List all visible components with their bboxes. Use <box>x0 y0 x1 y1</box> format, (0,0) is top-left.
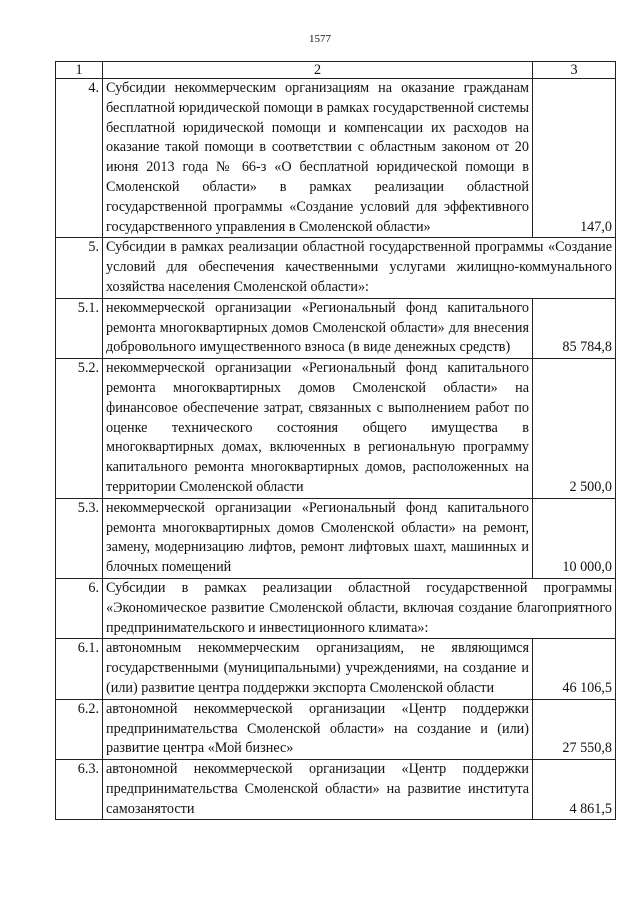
column-header-amount: 3 <box>533 62 616 79</box>
row-number: 4. <box>56 79 103 238</box>
row-number: 6.1. <box>56 639 103 699</box>
row-number: 6. <box>56 578 103 638</box>
row-amount: 27 550,8 <box>533 699 616 759</box>
table-row <box>56 699 616 759</box>
row-number: 5.2. <box>56 359 103 499</box>
row-amount: 147,0 <box>533 79 616 238</box>
table-row <box>56 79 616 238</box>
row-amount: 4 861,5 <box>533 760 616 820</box>
row-amount: 10 000,0 <box>533 498 616 578</box>
table-row <box>56 298 616 358</box>
table-row <box>56 359 616 499</box>
row-description: некоммерческой организации «Региональный фонд капитального ремонта многоквартирных домов Смоленской области» на ремонт, замену, модернизацию лифтов, ремонт лифтовых шахт, машинных и блочных помещений <box>103 498 533 578</box>
row-amount: 46 106,5 <box>533 639 616 699</box>
row-description: автономной некоммерческой организации «Центр поддержки предпринимательства Смоленской области» на развитие института самозанятости <box>103 760 533 820</box>
table-section-row <box>56 578 616 638</box>
row-number: 6.3. <box>56 760 103 820</box>
table-row <box>56 639 616 699</box>
row-description: автономным некоммерческим организациям, не являющимся государственными (муниципальными) учреждениями, на создание и (или) развитие центра поддержки экспорта Смоленской области <box>103 639 533 699</box>
table-header-row <box>56 62 616 79</box>
row-description: некоммерческой организации «Региональный фонд капитального ремонта многоквартирных домов Смоленской области» на финансовое обеспечение затрат, связанных с выполнением работ по оценке технического состояния общего имущества в многоквартирных домах, включенных в региональную программу капитального ремонта многоквартирных домов, расположенных на территории Смоленской области <box>103 359 533 499</box>
row-description: автономной некоммерческой организации «Центр поддержки предпринимательства Смоленской области» на создание и (или) развитие центра «Мой бизнес» <box>103 699 533 759</box>
section-description: Субсидии в рамках реализации областной государственной программы «Создание условий для обеспечения качественными услугами жилищно-коммунального хозяйства населения Смоленской области»: <box>103 238 616 298</box>
table-section-row <box>56 238 616 298</box>
row-amount: 85 784,8 <box>533 298 616 358</box>
row-amount: 2 500,0 <box>533 359 616 499</box>
column-header-description: 2 <box>103 62 533 79</box>
row-number: 6.2. <box>56 699 103 759</box>
row-number: 5.1. <box>56 298 103 358</box>
column-header-number: 1 <box>56 62 103 79</box>
table-row <box>56 498 616 578</box>
row-number: 5. <box>56 238 103 298</box>
section-description: Субсидии в рамках реализации областной государственной программы «Экономическое развитие Смоленской области, включая создание благоприятного предпринимательского и инвестиционного климата»: <box>103 578 616 638</box>
page-number: 1577 <box>309 33 331 45</box>
budget-table <box>55 61 616 820</box>
row-number: 5.3. <box>56 498 103 578</box>
table-row <box>56 760 616 820</box>
row-description: Субсидии некоммерческим организациям на оказание гражданам бесплатной юридической помощи в рамках государственной системы бесплатной юридической помощи и компенсации их расходов на оказание такой помощи в соответствии с областным законом от 20 июня 2013 года № 66-з «О бесплатной юридической помощи в Смоленской области» в рамках реализации областной государственной программы «Создание условий для эффективного государственного управления в Смоленской области» <box>103 79 533 238</box>
row-description: некоммерческой организации «Региональный фонд капитального ремонта многоквартирных домов Смоленской области» для внесения добровольного имущественного взноса (в виде денежных средств) <box>103 298 533 358</box>
